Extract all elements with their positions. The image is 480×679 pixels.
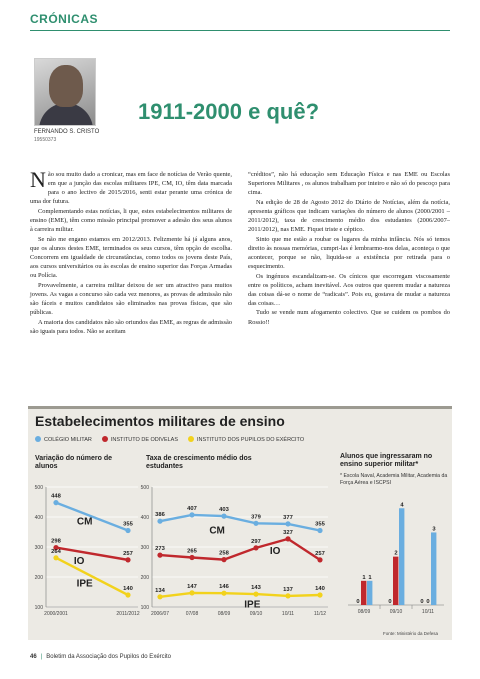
- series-line-io: [56, 548, 128, 560]
- data-point: [125, 592, 130, 597]
- paragraph: Complementando estas notícias, li que, estes estabelecimentos militares de ensino (EME), têm como missão principal promover a adesão dos seus alunos à carreira militar.: [30, 207, 232, 234]
- chart1-title: Variação do número de alunos: [35, 455, 113, 470]
- y-tick-label: 200: [34, 575, 43, 581]
- drop-cap: N: [30, 167, 46, 192]
- y-tick-label: 100: [140, 605, 149, 611]
- page-footer: 46 | Boletim da Associação dos Pupilos do Exército: [30, 654, 171, 660]
- publication-name: Boletim da Associação dos Pupilos do Exército: [46, 654, 171, 660]
- data-point: [157, 553, 162, 558]
- article-title: 1911-2000 e quê?: [138, 99, 320, 124]
- legend-item-cm: COLÉGIO MILITAR: [35, 436, 92, 443]
- data-label: 137: [283, 586, 293, 593]
- paragraph: “créditos”, não há educação sem Educação Física e nas EME ou Escolas Superiores Militares , os alunos trabalham por inteiro e não só do pescoço para cima.: [248, 171, 450, 197]
- data-label: 0: [420, 599, 424, 605]
- data-point: [285, 593, 290, 598]
- data-point: [189, 512, 194, 517]
- paragraph: Provavelmente, a carreira militar deixou de ser um atractivo para muitos jovens. As vagas a concurso são cada vez menores, as provas de admissão não são fáceis e muitos candidatos são eliminados nas provas físicas, que são públicas.: [30, 281, 232, 316]
- data-label: 2: [394, 550, 398, 557]
- data-label: 407: [187, 505, 197, 512]
- x-tick-label: 09/10: [249, 611, 263, 617]
- legend-item-ipe: INSTITUTO DOS PUPILOS DO EXÉRCITO: [188, 436, 304, 443]
- data-label: 4: [400, 502, 404, 509]
- data-point: [253, 545, 258, 550]
- infographic-title: Estabelecimentos militares de ensino: [35, 413, 285, 429]
- chart3-title: Alunos que ingressaram no ensino superior militar*: [340, 453, 433, 468]
- x-tick-label: 08/09: [357, 609, 371, 615]
- data-point: [53, 555, 58, 560]
- infographic-box: [28, 406, 452, 640]
- x-tick-label: 2006/07: [150, 611, 170, 617]
- series-label-cm: CM: [76, 516, 93, 528]
- data-label: 0: [388, 599, 392, 605]
- x-tick-label: 07/08: [185, 611, 199, 617]
- article-column-right: [248, 170, 450, 327]
- y-tick-label: 300: [34, 545, 43, 551]
- data-label: 265: [187, 548, 197, 555]
- series-line-io: [160, 539, 320, 560]
- data-label: 355: [123, 521, 133, 528]
- data-point: [189, 555, 194, 560]
- data-label: 297: [251, 538, 261, 545]
- series-label-io: IO: [73, 555, 85, 567]
- data-label: 140: [315, 586, 325, 592]
- x-tick-label: 11/12: [313, 611, 327, 617]
- data-label: 1: [362, 574, 366, 581]
- y-tick-label: 200: [140, 575, 149, 581]
- data-point: [221, 514, 226, 519]
- data-point: [317, 557, 322, 562]
- paragraph: A maioria dos candidatos não são oriundos das EME, as regras de admissão são iguais para todos. Não se aceitam: [30, 318, 232, 335]
- data-point: [189, 590, 194, 595]
- data-point: [317, 592, 322, 597]
- x-tick-label: 2011/2012: [116, 611, 140, 617]
- data-point: [221, 557, 226, 562]
- series-line-ipe: [160, 593, 320, 597]
- y-tick-label: 300: [140, 545, 149, 551]
- data-label: 258: [219, 550, 229, 557]
- x-tick-label: 08/09: [217, 611, 231, 617]
- bar-io: [361, 581, 366, 605]
- paragraph: Na edição de 28 de Agosto 2012 do Diário de Notícias, além da notícia, apresenta gráficos que indicam variações do número de alunos (2000/2001 – 2011/2012), taxa de crescimento médio dos estudantes (2006/2007– 2011/2012), nas EME. Fiquei triste e céptico.: [248, 198, 450, 234]
- series-label-cm: CM: [209, 525, 225, 537]
- chart3-note: * Escola Naval, Academia Militar, Academia da Força Aérea e ISCPSI: [340, 473, 448, 486]
- section-heading: CRÓNICAS: [30, 12, 99, 26]
- data-label: 379: [251, 514, 261, 521]
- data-label: 0: [356, 599, 360, 605]
- data-label: 143: [251, 585, 261, 592]
- data-label: 1: [368, 574, 372, 581]
- data-label: 147: [187, 583, 197, 590]
- series-label-ipe: IPE: [244, 599, 261, 611]
- bar-cm: [367, 581, 372, 605]
- data-label: 448: [51, 493, 61, 500]
- y-tick-label: 500: [34, 485, 43, 491]
- data-label: 140: [123, 586, 133, 592]
- paragraph: Se não me engano estamos em 2012/2013. Felizmente há já alguns anos, que os alunos destes EME, terminados os seus cursos, têm opção de escolha. Concorrem em igualdade de circunstâncias, como todos os jovens deste País, aos cursos universitários ou às escolas de ensino superior das Forças Armadas ou Polícia.: [30, 235, 232, 280]
- data-label: 257: [315, 550, 325, 557]
- series-label-ipe: IPE: [76, 578, 93, 590]
- data-label: 377: [283, 514, 293, 521]
- data-label: 386: [155, 512, 165, 519]
- paragraph: Os ingénuos escandalizam-se. Os cínicos que escorregam viscosamente entre os políticos, acham inevitável. Aos outros que querem mudar a natureza das coisas dá-se o nome de “radicais”. Pois eu, gostava de mudar a natureza das coisas…: [248, 272, 450, 307]
- data-label: 327: [283, 529, 293, 536]
- data-label: 355: [315, 521, 325, 528]
- data-point: [157, 519, 162, 524]
- data-label: 273: [155, 546, 165, 553]
- x-tick-label: 09/10: [389, 609, 403, 615]
- infographic-charts: [28, 409, 452, 643]
- y-tick-label: 100: [34, 605, 43, 611]
- x-tick-label: 2000/2001: [44, 611, 68, 617]
- data-point: [221, 591, 226, 596]
- data-point: [317, 528, 322, 533]
- y-tick-label: 400: [34, 515, 43, 521]
- data-label: 257: [123, 550, 133, 557]
- data-point: [285, 521, 290, 526]
- page-number: 46: [30, 654, 37, 660]
- paragraph: Sinto que me estão a roubar os lugares da minha infância. Nós só temos direito às nossas memórias, cumpri-las é lembrarmo-nos delas, aconteça o que acontecer, porque se não, liquida-se a existência por retirada para o esquecimento.: [248, 235, 450, 270]
- bar-io: [393, 557, 398, 605]
- paragraph: Tudo se vende num afogamento colectivo. Que se cuidem os pombos do Rossio!!: [248, 309, 450, 326]
- x-tick-label: 10/11: [421, 609, 435, 615]
- x-tick-label: 10/11: [281, 611, 295, 617]
- data-point: [125, 557, 130, 562]
- bar-cm: [399, 508, 404, 605]
- data-label: 0: [426, 599, 430, 605]
- data-point: [253, 521, 258, 526]
- author-name: FERNANDO S. CRISTO: [34, 129, 100, 135]
- data-label: 264: [51, 548, 61, 555]
- legend-item-io: INSTITUTO DE ODIVELAS: [102, 436, 178, 443]
- data-label: 403: [219, 507, 229, 514]
- data-point: [53, 500, 58, 505]
- section-divider: [30, 30, 450, 31]
- data-point: [253, 592, 258, 597]
- source-note: Fonte: Ministério da Defesa: [382, 631, 438, 636]
- y-tick-label: 400: [140, 515, 149, 521]
- data-label: 134: [155, 587, 165, 594]
- paragraph: Não sou muito dado a cronicar, mas em face de notícias de Verão quente, em que a junção das escolas militares IPE, CM, IO, têm data marcada para o ano lectivo de 2015/2016, senti estar perante uma crónica de uma dor futura.: [30, 167, 232, 206]
- data-label: 298: [51, 538, 61, 545]
- author-photo: [34, 58, 96, 126]
- data-label: 3: [432, 526, 436, 533]
- chart2-title: Taxa de crescimento médio dos estudantes: [146, 455, 252, 470]
- y-tick-label: 500: [140, 485, 149, 491]
- data-label: 146: [219, 584, 229, 591]
- article-column-left: [30, 167, 232, 336]
- bar-cm: [431, 532, 436, 605]
- data-point: [157, 594, 162, 599]
- series-label-io: IO: [269, 545, 281, 557]
- series-line-ipe: [56, 555, 128, 595]
- author-id: 19550373: [34, 137, 57, 143]
- data-point: [125, 528, 130, 533]
- data-point: [285, 536, 290, 541]
